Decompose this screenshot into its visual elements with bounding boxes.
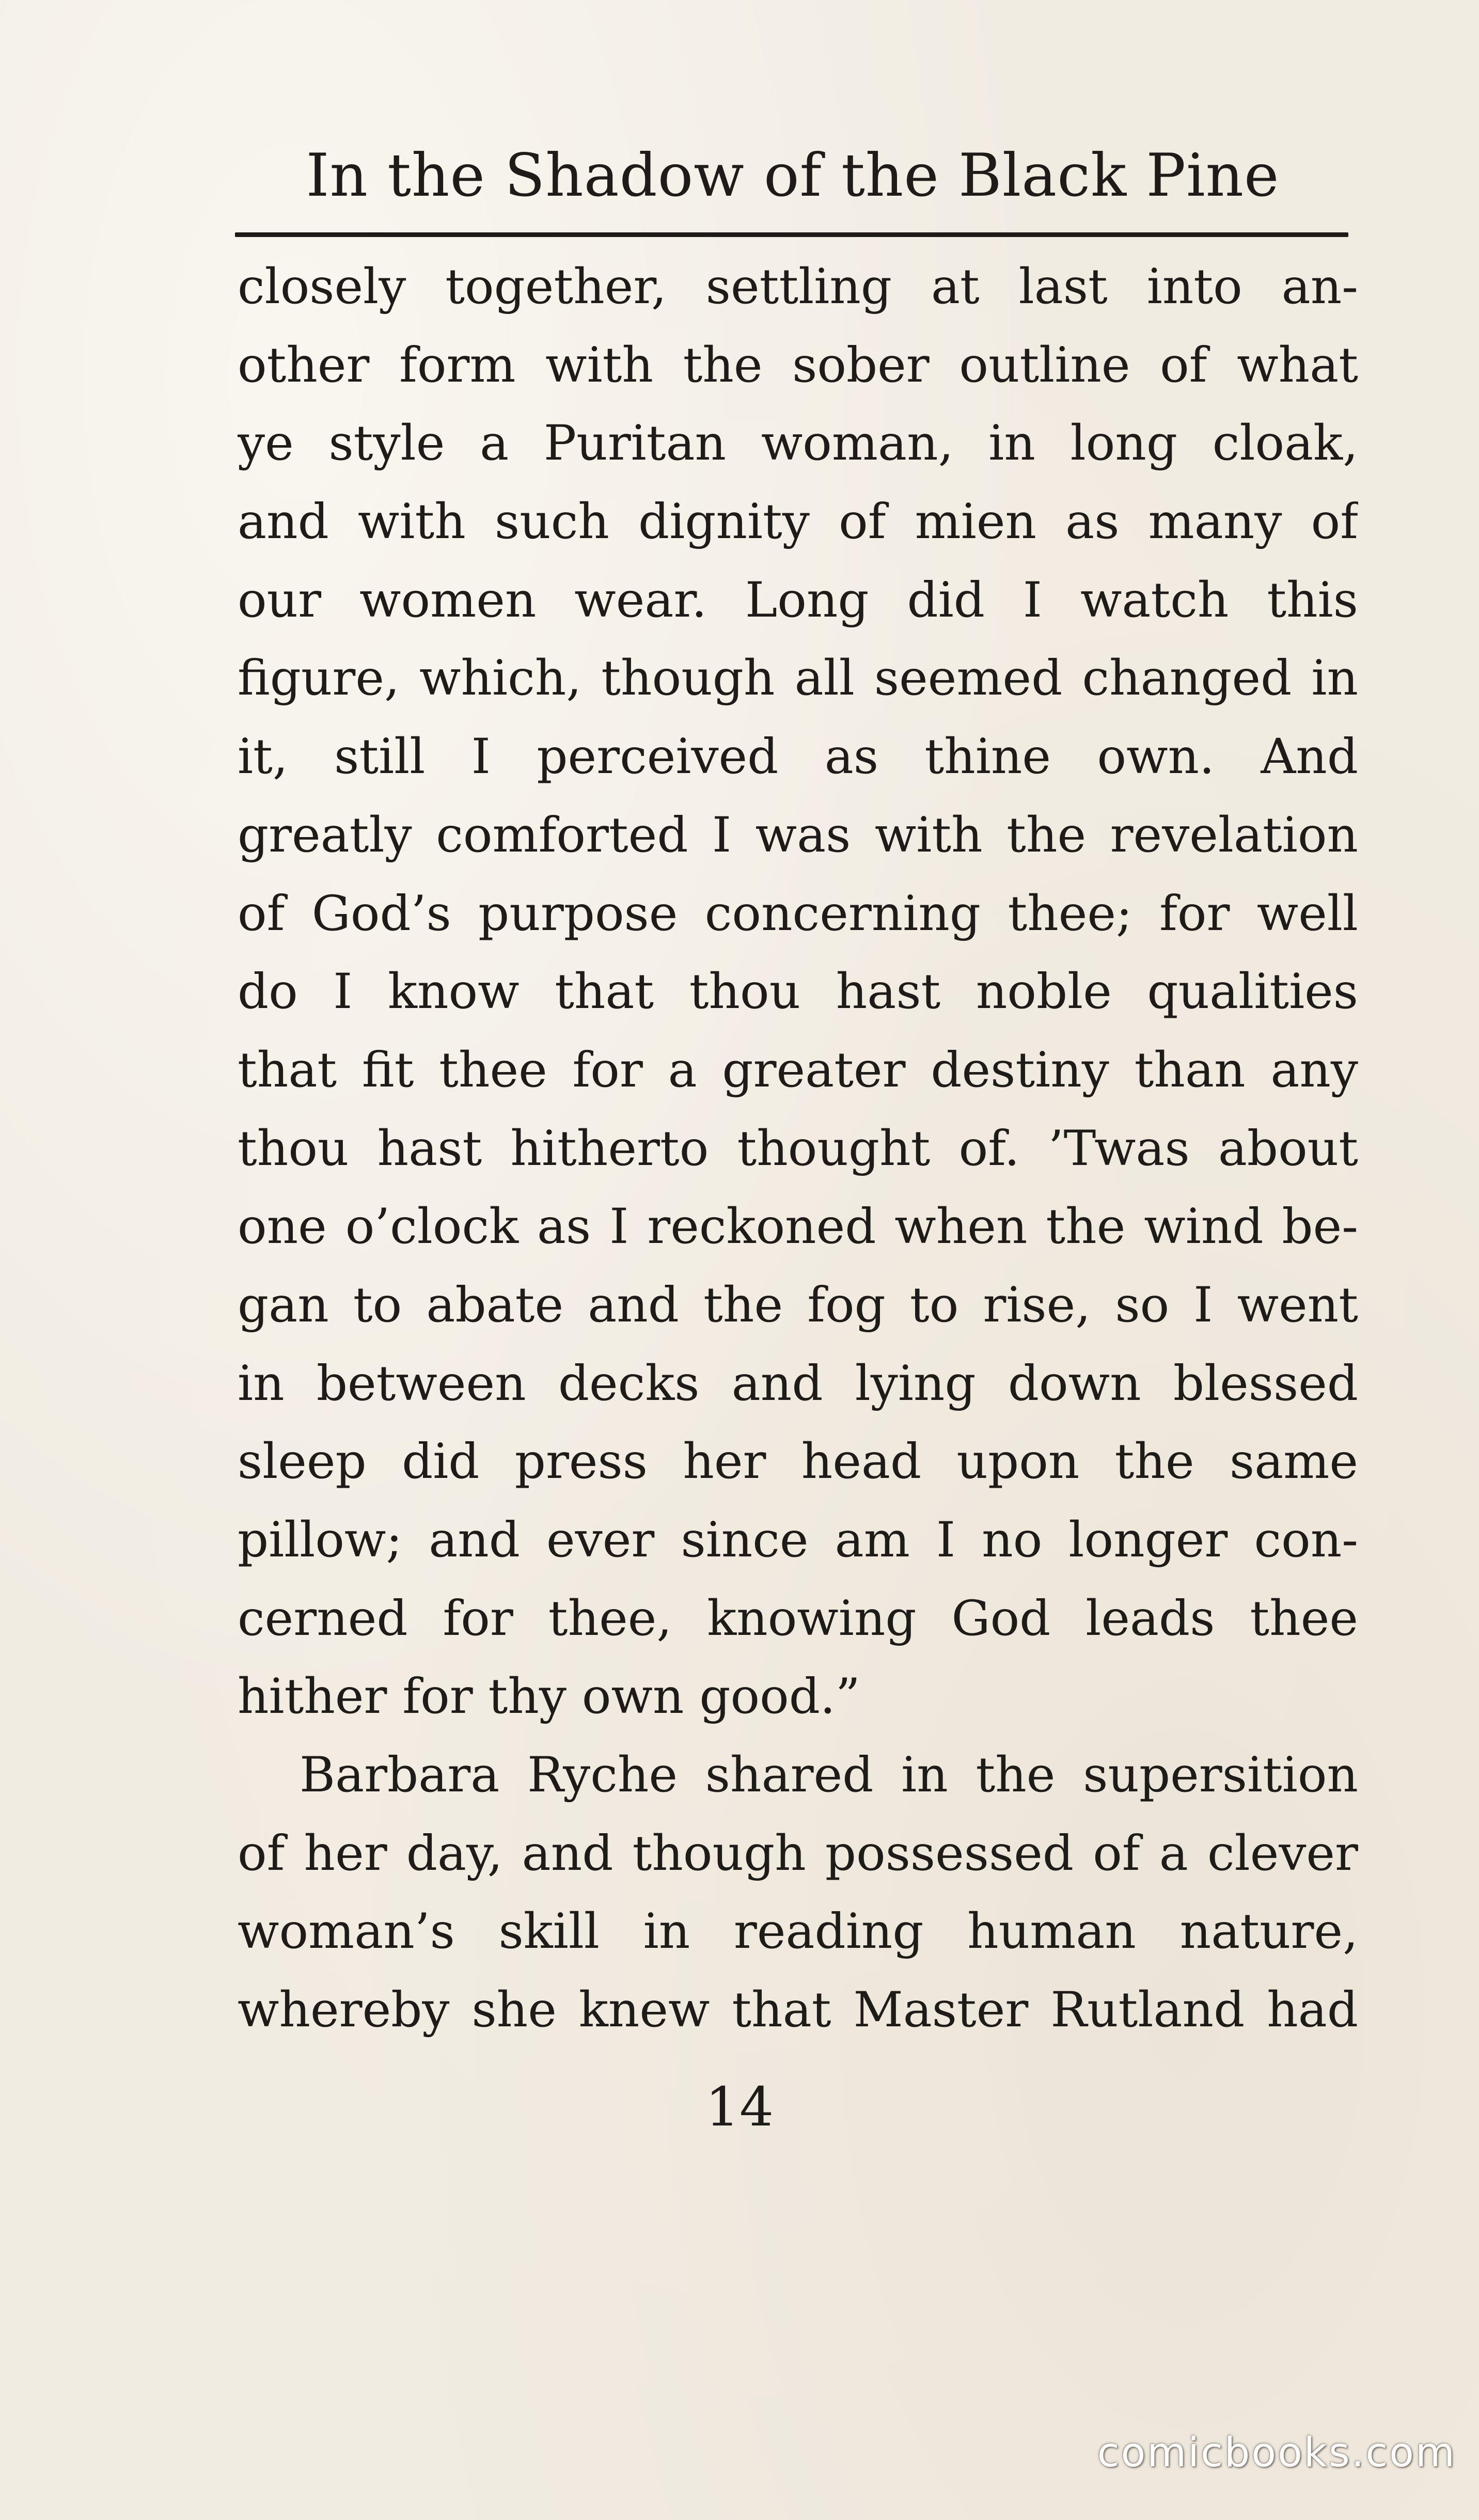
paragraph-start-line: Barbara Ryche shared in the supersition bbox=[300, 1747, 1358, 1804]
paragraph-end-line: hither for thy own good.” bbox=[238, 1668, 860, 1725]
text-line: sleep did press her head upon the same bbox=[238, 1434, 1358, 1490]
text-line: one o’clock as I reckoned when the wind be- bbox=[238, 1199, 1358, 1255]
text-line: figure, which, though all seemed changed in bbox=[238, 650, 1358, 707]
text-line: whereby she knew that Master Rutland had bbox=[238, 1982, 1358, 2039]
text-line: of her day, and though possessed of a clever bbox=[238, 1825, 1358, 1882]
text-line: our women wear. Long did I watch this bbox=[238, 572, 1358, 628]
header-rule bbox=[235, 232, 1348, 237]
text-line: pillow; and ever since am I no longer con- bbox=[238, 1512, 1358, 1568]
text-line: do I know that thou hast noble qualities bbox=[238, 964, 1358, 1020]
body-text bbox=[238, 248, 1358, 2050]
text-line: cerned for thee, knowing God leads thee bbox=[238, 1590, 1358, 1647]
text-line: and with such dignity of mien as many of bbox=[238, 494, 1358, 550]
text-line: that fit thee for a greater destiny than any bbox=[238, 1042, 1358, 1098]
text-line: greatly comforted I was with the revelation bbox=[238, 807, 1358, 863]
text-line: other form with the sober outline of what bbox=[238, 337, 1358, 393]
text-line: ye style a Puritan woman, in long cloak, bbox=[238, 415, 1358, 472]
watermark: comicbooks.com bbox=[1097, 2430, 1456, 2476]
text-line: thou hast hitherto thought of. ’Twas about bbox=[238, 1120, 1358, 1177]
page-number: 14 bbox=[705, 2075, 774, 2138]
text-line: it, still I perceived as thine own. And bbox=[238, 729, 1358, 785]
text-line: of God’s purpose concerning thee; for well bbox=[238, 885, 1358, 942]
text-line: closely together, settling at last into an- bbox=[238, 259, 1358, 315]
running-head: In the Shadow of the Black Pine bbox=[306, 141, 1280, 210]
text-line: gan to abate and the fog to rise, so I went bbox=[238, 1277, 1358, 1333]
text-line: woman’s skill in reading human nature, bbox=[238, 1903, 1358, 1960]
text-line: in between decks and lying down blessed bbox=[238, 1355, 1358, 1412]
